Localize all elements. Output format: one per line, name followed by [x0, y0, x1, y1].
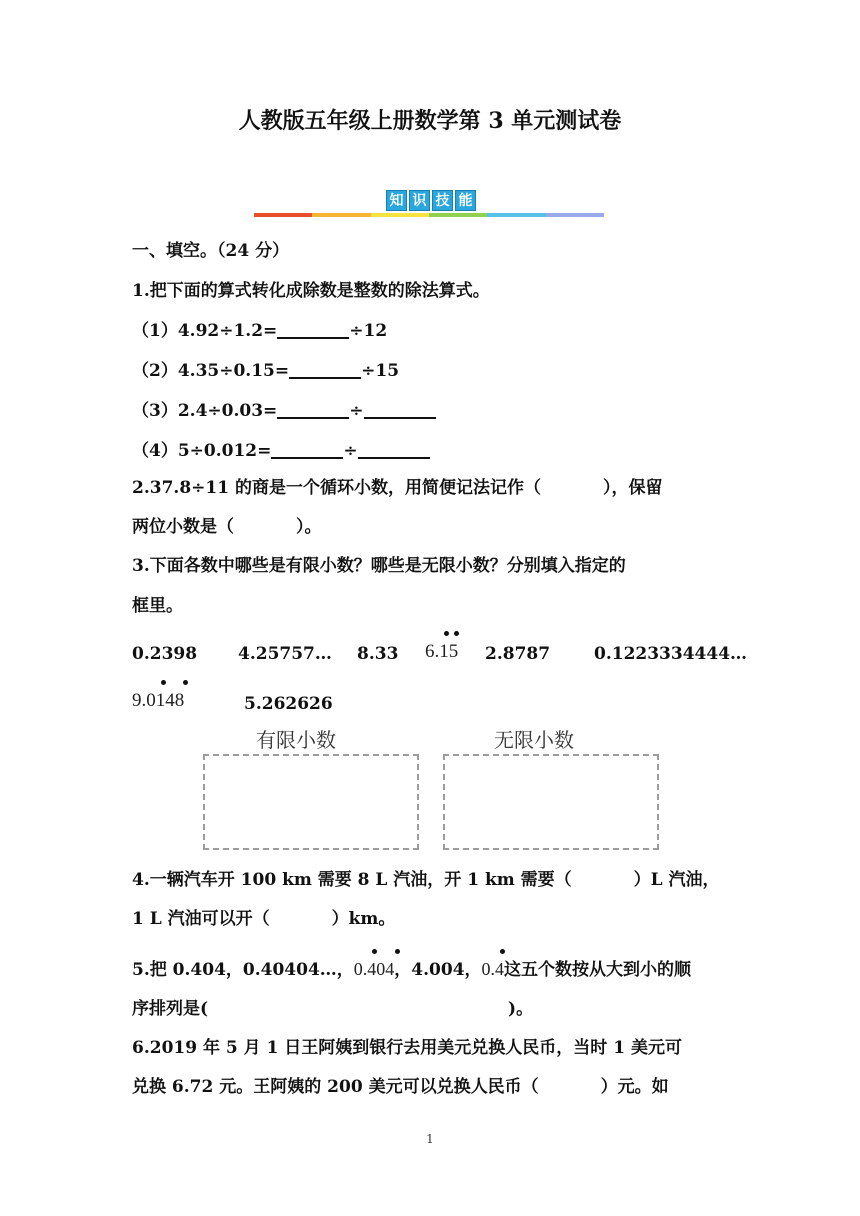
repeating-dot — [161, 680, 166, 685]
q1-item-mid: ÷15 — [361, 361, 400, 381]
q3-number: 8.33 — [357, 644, 399, 664]
q5-text: 5.把 0.404，0.40404…， — [132, 960, 354, 980]
badge-char: 技 — [432, 190, 453, 211]
q1-item-prefix: （3）2.4÷0.03= — [132, 401, 278, 421]
repeating-dot — [395, 949, 400, 954]
q3-number-repeating — [425, 641, 458, 663]
q4-line-2 — [132, 904, 395, 929]
q1-item-prefix: （2）4.35÷0.15= — [132, 361, 290, 381]
stripe-segment — [371, 213, 429, 217]
repeating-dot — [372, 949, 377, 954]
q1-item-2 — [132, 356, 399, 381]
stripe-segment — [429, 213, 487, 217]
stripe-segment — [487, 213, 545, 217]
q6-text: 兑换 6.72 元。王阿姨的 200 美元可以兑换人民币（ — [132, 1077, 539, 1097]
badge-char: 识 — [409, 190, 430, 211]
q1-item-mid: ÷ — [343, 441, 358, 461]
repeating-decimal: 6.15 — [425, 641, 459, 662]
badge-char: 知 — [386, 190, 407, 211]
repeating-decimal-value: 0.404 — [353, 959, 395, 979]
q3-number-repeating — [132, 690, 184, 712]
q1-item-4 — [132, 436, 430, 461]
q5-line-2 — [132, 994, 533, 1019]
q1-item-1 — [132, 316, 387, 341]
repeating-dot — [183, 680, 188, 685]
part1-heading: 一、填空。（24 分） — [132, 241, 290, 261]
q1-item-3 — [132, 396, 436, 421]
q1-item-mid: ÷ — [349, 401, 364, 421]
q2-text: 两位小数是（ — [132, 517, 234, 537]
infinite-decimal-box[interactable] — [443, 754, 659, 850]
page-title: 人教版五年级上册数学第 3 单元测试卷 — [238, 108, 622, 134]
answer-blank[interactable] — [277, 319, 349, 339]
q2-line-2 — [132, 512, 322, 537]
q6-text: ）元。如 — [600, 1077, 669, 1097]
repeating-decimal — [482, 959, 505, 979]
stripe-segment — [312, 213, 370, 217]
finite-decimal-box[interactable] — [203, 754, 419, 850]
page-number: 1 — [426, 1132, 434, 1146]
q3-number: 0.2398 — [132, 644, 198, 664]
q3-line-1: 3.下面各数中哪些是有限小数？哪些是无限小数？分别填入指定的 — [132, 556, 626, 576]
q5-text: 这五个数按从大到小的顺 — [504, 960, 692, 980]
q4-text: 4.一辆汽车开 100 km 需要 8 L 汽油，开 1 km 需要（ — [132, 870, 572, 890]
stripe-segment — [546, 213, 604, 217]
q2-text: ）。 — [296, 517, 322, 537]
repeating-decimal — [354, 959, 395, 979]
q1-item-prefix: （1）4.92÷1.2= — [132, 321, 278, 341]
q6-line-1: 6.2019 年 5 月 1 日王阿姨到银行去用美元兑换人民币，当时 1 美元可 — [132, 1038, 682, 1058]
repeating-dot — [500, 949, 505, 954]
q2-line-1 — [132, 473, 662, 498]
q5-text: ，4.004， — [394, 960, 482, 980]
repeating-decimal: 9.0148 — [132, 690, 185, 711]
q4-text: ）km。 — [331, 909, 396, 929]
section-badge — [386, 190, 476, 211]
q1-item-mid: ÷12 — [349, 321, 388, 341]
q3-number: 0.1223334444… — [594, 644, 748, 664]
answer-blank[interactable] — [271, 439, 343, 459]
q6-line-2 — [132, 1072, 669, 1097]
answer-blank[interactable] — [289, 359, 361, 379]
q3-number: 4.25757… — [238, 644, 332, 664]
q4-line-1 — [132, 865, 720, 890]
q1-stem: 1.把下面的算式转化成除数是整数的除法算式。 — [132, 281, 490, 301]
answer-blank[interactable] — [277, 399, 349, 419]
stripe-segment — [254, 213, 312, 217]
repeating-dot — [444, 631, 449, 636]
q5-text: )。 — [508, 999, 534, 1019]
answer-blank[interactable] — [358, 439, 430, 459]
q3-number: 5.262626 — [244, 694, 333, 714]
q3-line-2: 框里。 — [132, 596, 183, 616]
q3-number: 2.8787 — [485, 644, 551, 664]
repeating-decimal-value: 0.4 — [481, 959, 505, 979]
section-stripe — [254, 213, 604, 217]
q2-text: ），保留 — [602, 478, 663, 498]
q1-item-prefix: （4）5÷0.012= — [132, 441, 272, 461]
q5-line-1 — [132, 955, 691, 980]
q2-text: 2.37.8÷11 的商是一个循环小数，用简便记法记作（ — [132, 478, 541, 498]
box-label-infinite: 无限小数 — [494, 728, 574, 752]
repeating-dot — [454, 631, 459, 636]
badge-char: 能 — [455, 190, 476, 211]
answer-blank[interactable] — [364, 399, 436, 419]
q4-text: ）L 汽油， — [633, 870, 720, 890]
box-label-finite: 有限小数 — [256, 728, 336, 752]
q5-text: 序排列是( — [132, 999, 209, 1019]
q4-text: 1 L 汽油可以开（ — [132, 909, 270, 929]
